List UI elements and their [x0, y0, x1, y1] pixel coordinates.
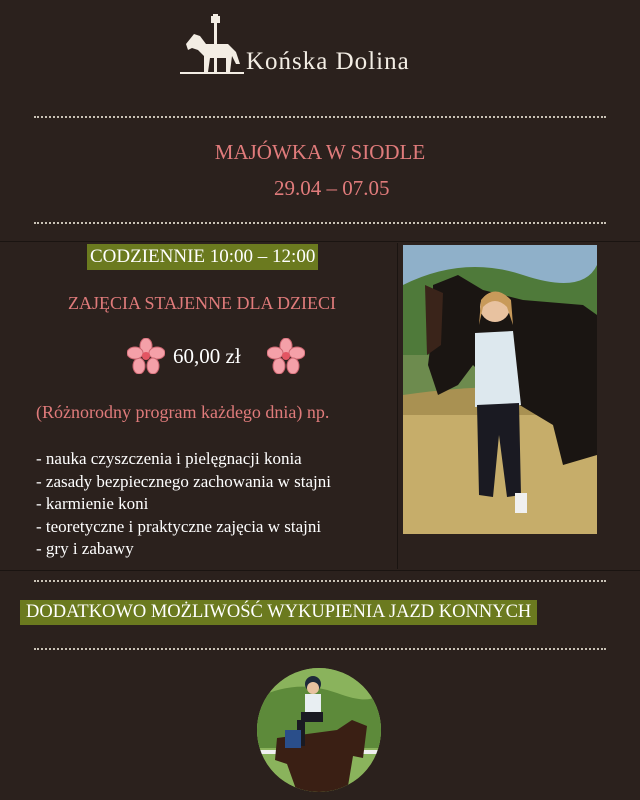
column-divider	[397, 243, 398, 569]
list-item: - teoretyczne i praktyczne zajęcia w stajni	[36, 516, 322, 536]
section-border	[0, 570, 640, 571]
time-badge: CODZIENNIE 10:00 – 12:00	[87, 244, 318, 270]
section-border	[0, 241, 640, 242]
child-riding-photo	[257, 668, 381, 792]
list-item: - zasady bezpiecznego zachowania w stajni	[36, 471, 331, 491]
price: 60,00 zł	[173, 344, 241, 368]
price-row	[127, 338, 305, 374]
divider	[34, 116, 606, 118]
brand-name: Końska Dolina	[246, 48, 410, 75]
riding-lessons-banner: DODATKOWO MOŻLIWOŚĆ WYKUPIENIA JAZD KONNYCH	[20, 600, 537, 625]
activity-list	[36, 448, 331, 561]
list-item: - gry i zabawy	[36, 539, 134, 559]
flower-icon	[267, 338, 305, 374]
list-item: - karmienie koni	[36, 494, 149, 514]
horse-logo-icon	[180, 14, 244, 76]
list-item: - nauka czyszczenia i pielęgnacji konia	[36, 449, 302, 468]
divider	[34, 580, 606, 582]
activity-title: ZAJĘCIA STAJENNE DLA DZIECI	[68, 293, 337, 313]
girl-with-horse-photo	[403, 245, 597, 534]
event-title: MAJÓWKA W SIODLE	[214, 140, 426, 164]
event-dates: 29.04 – 07.05	[274, 176, 390, 200]
flower-icon	[127, 338, 165, 374]
program-intro: (Różnorodny program każdego dnia) np.	[36, 402, 330, 422]
divider	[34, 222, 606, 224]
brand-logo	[180, 14, 470, 76]
divider	[34, 648, 606, 650]
